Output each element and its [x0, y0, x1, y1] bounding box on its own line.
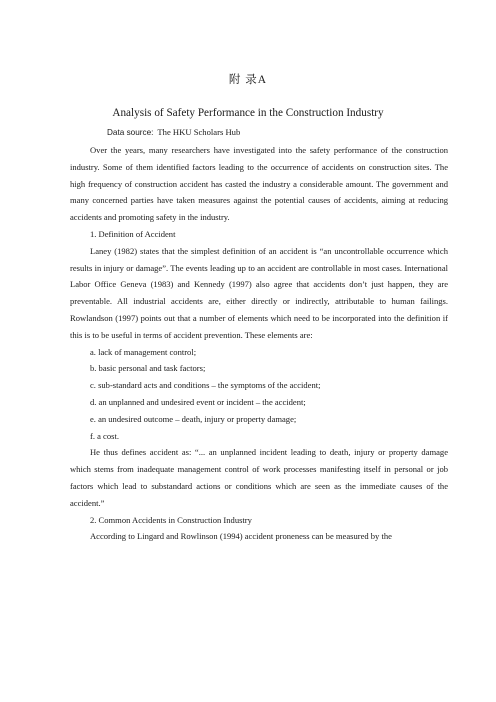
- list-item: b. basic personal and task factors;: [90, 363, 206, 374]
- intro-paragraph: Over the years, many researchers have investigated into the safety performance of the construction industry. Some of them identified factors leading to the occurrence of accidents on construction sites. The high frequency of construction accident has casted the industry a considerable amount. The government and many concerned parties have taken measures against the potential causes of accidents, aiming at reducing accidents and promoting safety in the industry.: [70, 145, 448, 223]
- data-source-line: [107, 127, 240, 137]
- list-item: d. an unplanned and undesired event or incident – the accident;: [90, 396, 306, 407]
- section-1-paragraph: Laney (1982) states that the simplest definition of an accident is “an uncontrollable occurrence which results in injury or damage”. The events leading up to an accident are controllable in most cases. International Labor Office Geneva (1983) and Kennedy (1997) also agree that accidents don’t just happen, they are preventable. All industrial accidents are, either directly or indirectly, attributable to human failings. Rowlandson (1997) points out that a number of elements which need to be incorporated into the definition if this is to be useful in terms of accident prevention. These elements are:: [70, 245, 448, 340]
- accident-definition-paragraph: He thus defines accident as: “... an unplanned incident leading to death, injury or property damage which stems from inadequate management control of work processes manifesting itself in personal or job factors which lead to substandard actions or conditions which are seen as the immediate causes of the accident.”: [70, 447, 448, 508]
- appendix-label: 附 录A: [228, 74, 268, 86]
- body-text: [70, 142, 448, 545]
- data-source-label: Data source:: [107, 128, 154, 137]
- paper-title: Analysis of Safety Performance in the Construction Industry: [112, 107, 384, 119]
- list-item: e. an undesired outcome – death, injury or property damage;: [90, 413, 297, 424]
- list-item: a. lack of management control;: [90, 346, 197, 357]
- section-1-heading: 1. Definition of Accident: [90, 228, 176, 239]
- data-source-value: The HKU Scholars Hub: [157, 127, 241, 137]
- section-2-heading: 2. Common Accidents in Construction Industry: [90, 514, 252, 525]
- section-2-paragraph: According to Lingard and Rowlinson (1994) accident proneness can be measured by the: [90, 531, 392, 542]
- list-item: c. sub-standard acts and conditions – the symptoms of the accident;: [90, 380, 321, 391]
- list-item: f. a cost.: [90, 430, 119, 441]
